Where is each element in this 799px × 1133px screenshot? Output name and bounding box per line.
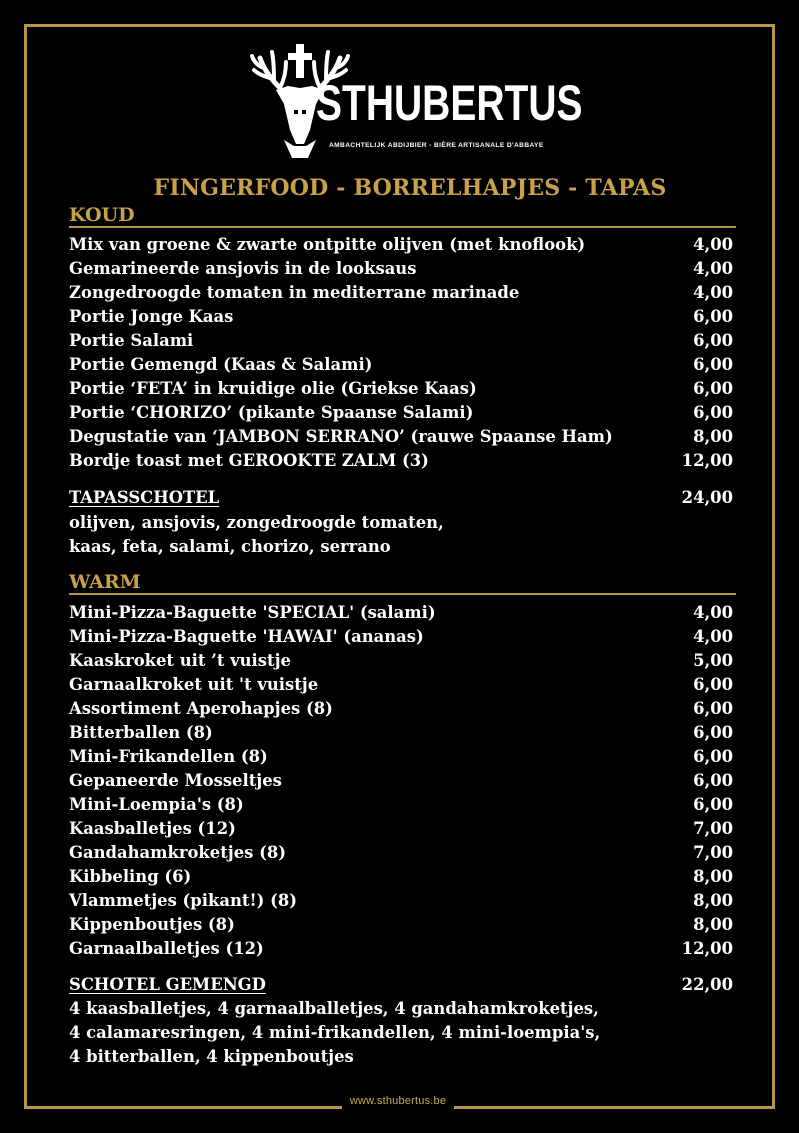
menu-item <box>69 865 733 889</box>
menu-item-name: Mix van groene & zwarte ontpitte olijven (met knoflook) <box>69 235 586 254</box>
menu-item <box>69 353 733 377</box>
menu-item-name: Bitterballen (8) <box>69 723 213 742</box>
menu-item-price: 4,00 <box>693 235 733 254</box>
section-heading-koud: KOUD <box>69 204 736 228</box>
menu-item <box>69 257 733 281</box>
menu-item <box>69 841 733 865</box>
menu-item <box>69 673 733 697</box>
menu-item-name: Kaaskroket uit ’t vuistje <box>69 651 291 670</box>
menu-item-name: Portie ‘FETA’ in kruidige olie (Griekse Kaas) <box>69 379 477 398</box>
menu-item <box>69 329 733 353</box>
menu-item-price: 4,00 <box>693 603 733 622</box>
menu-item-name: Mini-Pizza-Baguette 'SPECIAL' (salami) <box>69 603 436 622</box>
menu-item <box>69 721 733 745</box>
menu-item-price: 6,00 <box>693 747 733 766</box>
menu-item-name: Vlammetjes (pikant!) (8) <box>69 891 298 910</box>
website-url[interactable]: www.sthubertus.be <box>349 1095 447 1107</box>
menu-item-price: 6,00 <box>693 723 733 742</box>
menu-item-price: 5,00 <box>693 651 733 670</box>
menu-item-name: Portie Salami <box>69 331 194 350</box>
menu-item <box>69 793 733 817</box>
menu-item-price: 6,00 <box>693 379 733 398</box>
menu-item-price: 4,00 <box>693 627 733 646</box>
menu-item-name: Portie ‘CHORIZO’ (pikante Spaanse Salami) <box>69 403 474 422</box>
menu-item-name: Portie Jonge Kaas <box>69 307 234 326</box>
brand-name: STHUBERTUS <box>316 75 583 131</box>
menu-item-price: 6,00 <box>693 699 733 718</box>
menu-item <box>69 401 733 425</box>
menu-item <box>69 233 733 257</box>
combo-description-line: kaas, feta, salami, chorizo, serrano <box>69 537 391 556</box>
menu-item-price: 7,00 <box>693 819 733 838</box>
menu-item-price: 6,00 <box>693 771 733 790</box>
combo-name: SCHOTEL GEMENGD <box>69 975 266 994</box>
menu-item-name: Kippenboutjes (8) <box>69 915 235 934</box>
menu-item <box>69 625 733 649</box>
menu-item-name: Gandahamkroketjes (8) <box>69 843 286 862</box>
menu-item-price: 8,00 <box>693 915 733 934</box>
menu-item-name: Garnaalballetjes (12) <box>69 939 264 958</box>
menu-item-name: Gepaneerde Mosseltjes <box>69 771 282 790</box>
menu-item <box>69 769 733 793</box>
combo-description-line: olijven, ansjovis, zongedroogde tomaten, <box>69 513 444 532</box>
menu-item <box>69 913 733 937</box>
menu-title: FINGERFOOD - BORRELHAPJES - TAPAS <box>153 175 667 201</box>
combo-schotel-gemengd <box>69 973 733 997</box>
menu-item-price: 4,00 <box>693 283 733 302</box>
menu-item-price: 7,00 <box>693 843 733 862</box>
menu-item-name: Bordje toast met GEROOKTE ZALM (3) <box>69 451 429 470</box>
menu-item <box>69 889 733 913</box>
menu-item-price: 6,00 <box>693 331 733 350</box>
menu-item-price: 4,00 <box>693 259 733 278</box>
menu-item-name: Zongedroogde tomaten in mediterrane marinade <box>69 283 520 302</box>
combo-description-line: 4 calamaresringen, 4 mini-frikandellen, 4 mini-loempia's, <box>69 1023 601 1042</box>
section-heading-warm: WARM <box>69 571 736 595</box>
combo-description-line: 4 bitterballen, 4 kippenboutjes <box>69 1047 354 1066</box>
menu-item <box>69 425 733 449</box>
menu-item-name: Gemarineerde ansjovis in de looksaus <box>69 259 417 278</box>
menu-item-price: 6,00 <box>693 355 733 374</box>
menu-item-price: 6,00 <box>693 795 733 814</box>
menu-item-price: 8,00 <box>693 427 733 446</box>
menu-item-price: 12,00 <box>681 939 733 958</box>
menu-item-name: Kibbeling (6) <box>69 867 192 886</box>
menu-item-price: 12,00 <box>681 451 733 470</box>
menu-item-price: 8,00 <box>693 867 733 886</box>
menu-item <box>69 649 733 673</box>
menu-item <box>69 377 733 401</box>
combo-price: 22,00 <box>681 975 733 994</box>
menu-item <box>69 937 733 961</box>
menu-item-price: 8,00 <box>693 891 733 910</box>
menu-item-name: Mini-Loempia's (8) <box>69 795 244 814</box>
menu-item-name: Portie Gemengd (Kaas & Salami) <box>69 355 373 374</box>
menu-item-price: 6,00 <box>693 403 733 422</box>
menu-item <box>69 601 733 625</box>
menu-item-name: Degustatie van ‘JAMBON SERRANO’ (rauwe Spaanse Ham) <box>69 427 613 446</box>
menu-item-name: Kaasballetjes (12) <box>69 819 236 838</box>
menu-item <box>69 281 733 305</box>
menu-item-name: Assortiment Aperohapjes (8) <box>69 699 333 718</box>
menu-item-name: Mini-Pizza-Baguette 'HAWAI' (ananas) <box>69 627 424 646</box>
menu-item-name: Mini-Frikandellen (8) <box>69 747 268 766</box>
menu-item <box>69 697 733 721</box>
combo-description-line: 4 kaasballetjes, 4 garnaalballetjes, 4 gandahamkroketjes, <box>69 999 599 1018</box>
menu-item <box>69 449 733 473</box>
menu-item-price: 6,00 <box>693 675 733 694</box>
combo-tapasschotel <box>69 486 733 510</box>
menu-item <box>69 305 733 329</box>
combo-price: 24,00 <box>681 488 733 507</box>
brand-subtitle: AMBACHTELIJK ABDIJBIER - BIÈRE ARTISANALE D'ABBAYE <box>329 142 544 149</box>
menu-item-name: Garnaalkroket uit 't vuistje <box>69 675 319 694</box>
combo-name: TAPASSCHOTEL <box>69 488 220 507</box>
menu-item <box>69 817 733 841</box>
menu-item-price: 6,00 <box>693 307 733 326</box>
menu-item <box>69 745 733 769</box>
